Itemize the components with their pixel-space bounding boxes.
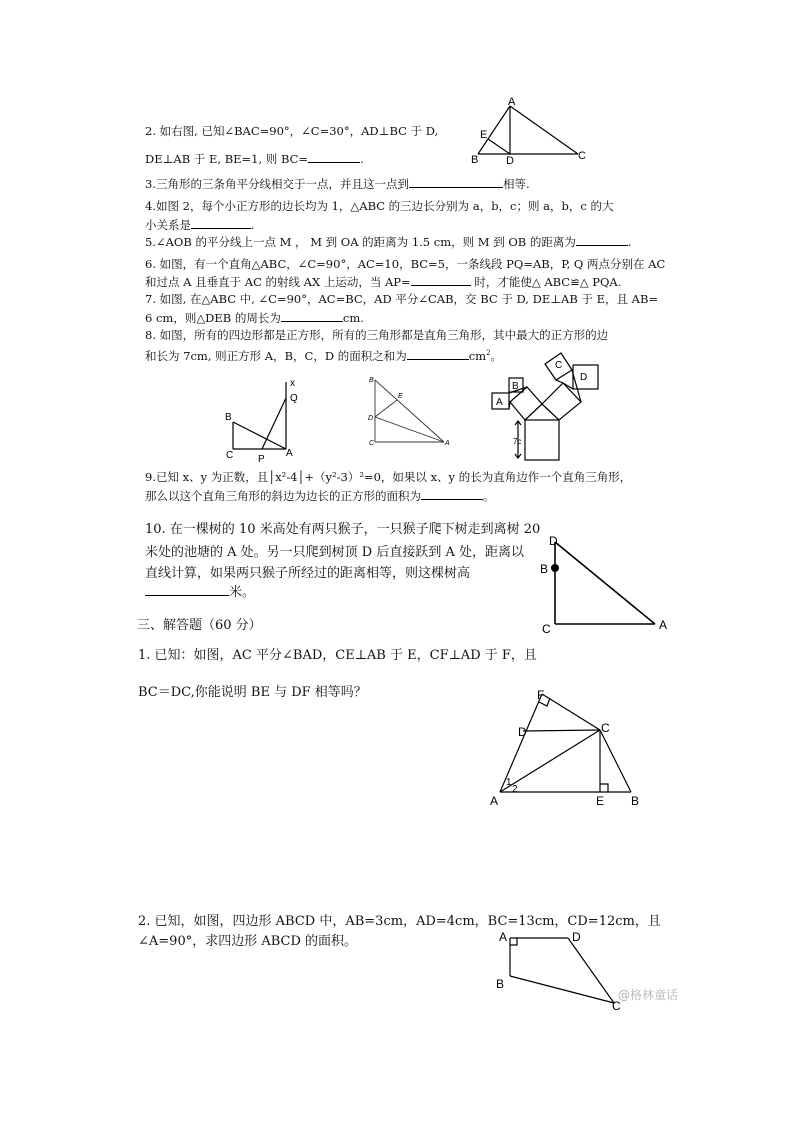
q2-answer-blank[interactable]: [308, 151, 360, 163]
q3-answer-blank[interactable]: [409, 176, 503, 188]
watermark-text: @格林童话: [618, 988, 679, 1002]
figure-q7-de: [365, 372, 455, 450]
fig-p2-label-b: B: [496, 977, 505, 991]
q6-line2b: 时，才能使△ ABC≌△ PQA.: [474, 275, 622, 289]
q8-answer-blank[interactable]: [407, 348, 469, 360]
fig-q7-label-a: A: [445, 440, 450, 447]
q4-line1: [145, 199, 613, 213]
p1-line1-text: 1. 已知：如图，AC 平分∠BAD，CE⊥AB 于 E，CF⊥AD 于 F，且: [138, 648, 537, 663]
q4-line1-text: 4.如图 2，每个小正方形的边长均为 1，△ABC 的三边长分别为 a，b，c；则 a，b，c 的大: [145, 199, 614, 213]
fig-q2-label-a: A: [508, 96, 516, 108]
section-3-title-text: 三、解答题（60 分）: [137, 618, 262, 633]
q8-sup: 2: [486, 349, 491, 357]
q6-line1-text: 6. 如图，有一个直角△ABC，∠C=90°，AC=10，BC=5，一条线段 PQ=AB，P, Q 两点分别在 AC: [145, 257, 666, 271]
q3-end: 相等.: [502, 177, 530, 191]
watermark: [618, 986, 678, 1003]
p2-line2-text: ∠A=90°，求四边形 ABCD 的面积。: [138, 934, 358, 949]
q8-line1-text: 8. 如图，所有的四边形都是正方形，所有的三角形都是直角三角形，其中最大的正方形的边: [145, 328, 609, 342]
fig-q2-label-d: D: [506, 155, 514, 166]
p1-line1: [138, 648, 537, 664]
q7-line1: [145, 292, 658, 306]
figure-p2: [490, 926, 635, 1016]
q4-end: .: [251, 218, 255, 232]
fig-q10-label-c: C: [542, 622, 551, 636]
fig-q8-label-b: B: [512, 381, 519, 392]
figure-q6-pq: [222, 372, 312, 464]
q4-answer-blank[interactable]: [191, 217, 251, 229]
p2-line2: [138, 934, 357, 950]
fig-q6-label-c: C: [226, 450, 234, 461]
q5-text: 5.∠AOB 的平分线上一点 M ， M 到 OA 的距离为 1.5 cm，则 M 到 OB 的距离为: [145, 235, 576, 249]
q10-end: 米。: [229, 585, 256, 600]
fig-q10-label-d: D: [549, 534, 558, 548]
q5: [145, 234, 632, 249]
fig-q7-label-e: E: [398, 393, 403, 400]
q2-line1-text: 2. 如右图, 已知∠BAC=90°，∠C=30°，AD⊥BC 于 D,: [145, 124, 439, 138]
fig-p1-label-2: 2: [512, 784, 518, 795]
fig-q2-label-e: E: [480, 129, 488, 141]
q8-line1: [145, 328, 608, 342]
fig-q8-label-c: C: [555, 360, 563, 371]
q10-line2: [145, 545, 524, 561]
fig-q2-label-b: B: [471, 154, 479, 166]
fig-q7-label-c: C: [369, 440, 375, 447]
q10-answer-blank[interactable]: [145, 584, 229, 596]
q4-line2: [145, 217, 255, 232]
q3: [145, 176, 530, 191]
fig-q6-label-q: Q: [290, 393, 298, 404]
p1-line2: [138, 685, 367, 701]
fig-p2-label-a: A: [499, 930, 508, 944]
q6-line2a: 和过点 A 且垂直于 AC 的射线 AX 上运动，当 AP=: [145, 275, 411, 289]
fig-q10-label-b: B: [540, 562, 549, 576]
q10-line2-text: 米处的池塘的 A 处。另一只爬到树顶 D 后直接跃到 A 处，距离以: [145, 545, 524, 560]
q7-line2: [145, 310, 364, 325]
fig-q8-label-7c: 7c: [513, 437, 522, 446]
q6-line1: [145, 257, 665, 271]
q3-text: 3.三角形的三条角平分线相交于一点，并且这一点到: [145, 177, 409, 191]
q8-line2a: 和长为 7cm, 则正方形 A，B，C，D 的面积之和为: [145, 348, 407, 363]
fig-q10-point-b: [551, 564, 559, 572]
q9-line1: [145, 470, 631, 484]
section-3-title: [137, 618, 262, 634]
p2-line1-text: 2. 已知，如图，四边形 ABCD 中，AB=3cm，AD=4cm，BC=13cm，CD=12cm，且: [138, 914, 661, 929]
fig-p1-label-a: A: [490, 794, 499, 808]
q10-line4: [145, 584, 255, 601]
q9-end: 。: [483, 489, 495, 503]
fig-q7-label-d: D: [368, 415, 374, 422]
q5-end: .: [627, 235, 632, 249]
fig-q7-label-b: B: [369, 377, 374, 384]
q8-line2: [145, 346, 502, 363]
fig-p1-label-d: D: [518, 725, 527, 739]
fig-p1-label-e: E: [596, 794, 605, 808]
q7-line2b: cm.: [342, 311, 364, 325]
q6-line2: [145, 274, 621, 289]
q7-answer-blank[interactable]: [281, 310, 343, 322]
q9-line1-text: 9.已知 x、y 为正数，且│x²-4│+（y²-3）²=0，如果以 x、y 的长为直角边作一个直角三角形，: [145, 470, 632, 484]
fig-q2-label-c: C: [578, 150, 586, 162]
q7-line2a: 6 cm，则△DEB 的周长为: [145, 311, 281, 325]
q7-line1-text: 7. 如图, 在△ABC 中, ∠C=90°，AC=BC，AD 平分∠CAB，交 BC 于 D, DE⊥AB 于 E，且 AB=: [145, 292, 659, 306]
q10-line3-text: 直线计算，如果两只猴子所经过的距离相等，则这棵树高: [145, 566, 471, 581]
figure-q2-triangle: [470, 94, 600, 166]
fig-q6-label-p: P: [258, 454, 265, 464]
q9-line2-text: 那么以这个直角三角形的斜边为边长的正方形的面积为: [145, 489, 421, 503]
figure-p1: [485, 688, 650, 810]
q2-line1: [145, 124, 438, 138]
fig-q8-label-a: A: [496, 397, 503, 408]
fig-p1-label-1: 1: [506, 777, 512, 788]
q10-line1-text: 10. 在一棵树的 10 米高处有两只猴子，一只猴子爬下树走到离树 20: [145, 522, 541, 537]
q8-line2c: 。: [490, 348, 503, 363]
q9-answer-blank[interactable]: [421, 488, 483, 500]
fig-q8-label-d: D: [580, 372, 588, 383]
q10-line1: [145, 522, 540, 538]
q6-answer-blank[interactable]: [411, 274, 471, 286]
q8-line2b: cm: [468, 348, 487, 363]
q2-line2-text: DE⊥AB 于 E, BE=1, 则 BC=: [145, 152, 309, 166]
fig-p2-label-c: C: [612, 999, 621, 1013]
fig-p1-label-f: F: [537, 688, 545, 702]
q9-line2: [145, 488, 495, 503]
fig-q6-label-b: B: [225, 412, 232, 423]
figure-q8-squares: [485, 346, 605, 464]
q5-answer-blank[interactable]: [576, 234, 628, 246]
fig-p1-label-b: B: [631, 794, 640, 808]
figure-q10-tree: [535, 532, 675, 638]
fig-p2-label-d: D: [572, 930, 581, 944]
q2-line2: [145, 151, 364, 166]
fig-q10-label-a: A: [659, 618, 668, 632]
fig-q6-label-x: x: [290, 378, 295, 389]
q2-end: .: [360, 152, 364, 166]
fig-p1-label-c: C: [601, 721, 610, 735]
p1-line2-text: BC＝DC,你能说明 BE 与 DF 相等吗？: [138, 685, 367, 700]
fig-q6-label-a: A: [286, 448, 293, 459]
q10-line3: [145, 566, 470, 582]
q4-line2-text: 小关系是: [145, 218, 191, 232]
